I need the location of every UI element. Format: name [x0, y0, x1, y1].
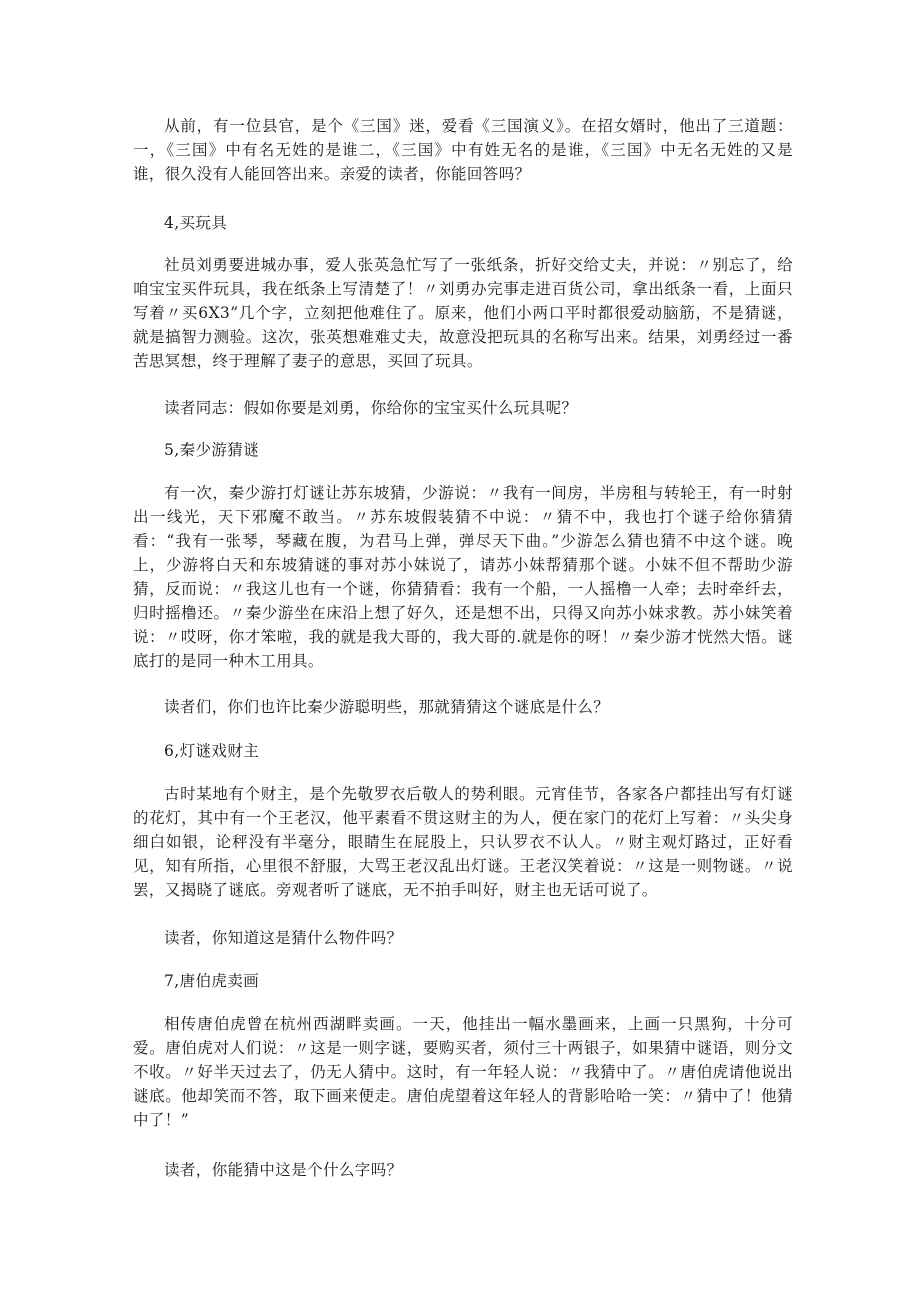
question-paragraph: 读者同志：假如你要是刘勇，你给你的宝宝买什么玩具呢？	[164, 399, 578, 417]
section-heading: 7,唐伯虎卖画	[164, 972, 260, 990]
section-heading: 5,秦少游猜谜	[164, 441, 260, 459]
question-paragraph: 读者，你能猜中这是个什么字吗？	[164, 1161, 403, 1179]
intro-paragraph: 从前，有一位县官，是个《三国》迷，爱看《三国演义》。在招女婿时，他出了三道题：一，《三国》中有名无姓的是谁二，《三国》中有姓无名的是谁，《三国》中无名无姓的又是谁，很久没有人能回答出来。亲爱的读者，你能回答吗？	[133, 117, 793, 183]
story-paragraph: 相传唐伯虎曾在杭州西湖畔卖画。一天，他挂出一幅水墨画来，上画一只黑狗，十分可爱。唐伯虎对人们说：〃这是一则字谜，要购买者，须付三十两银子，如果猜中谜语，则分文不收。〃好半天过去了，仍无人猜中。这时，有一年轻人说：〃我猜中了。〃唐伯虎请他说出谜底。他却笑而不答，取下画来便走。唐伯虎望着这年轻人的背影哈哈一笑：〃猜中了！他猜中了！”	[133, 1015, 793, 1129]
question-paragraph: 读者，你知道这是猜什么物件吗？	[164, 929, 403, 947]
section-heading: 6,灯谜戏财主	[164, 742, 260, 760]
story-paragraph: 古时某地有个财主，是个先敬罗衣后敬人的势利眼。元宵佳节，各家各户都挂出写有灯谜的花灯，其中有一个王老汉，他平素看不贯这财主的为人，便在家门的花灯上写着：〃头尖身细白如银，论秤没有半毫分，眼睛生在屁股上，只认罗衣不认人。〃财主观灯路过，正好看见，知有所指，心里很不舒服，大骂王老汉乱出灯谜。王老汉笑着说：〃这是一则物谜。〃说罢，又揭晓了谜底。旁观者听了谜底，无不拍手叫好，财主也无话可说了。	[133, 785, 793, 899]
question-paragraph: 读者们，你们也许比秦少游聪明些，那就猜猜这个谜底是什么？	[164, 698, 610, 716]
story-paragraph: 有一次，秦少游打灯谜让苏东坡猜，少游说：〃我有一间房，半房租与转轮王，有一时射出一线光，天下邪魔不敢当。〃苏东坡假装猜不中说：〃猜不中，我也打个谜子给你猜猜看：“我有一张琴，琴藏在腹，为君马上弹，弹尽天下曲。”少游怎么猜也猜不中这个谜。晚上，少游将白天和东坡猜谜的事对苏小妹说了，请苏小妹帮猜那个谜。小妹不但不帮助少游猜，反而说：〃我这儿也有一个谜，你猜猜看：我有一个船，一人摇橹一人牵；去时牵纤去，归时摇橹还。〃秦少游坐在床沿上想了好久，还是想不出，只得又向苏小妹求教。苏小妹笑着说：〃哎呀，你才笨啦，我的就是我大哥的，我大哥的.就是你的呀！〃秦少游才恍然大悟。谜底打的是同一种木工用具。	[133, 484, 793, 670]
section-heading: 4,买玩具	[164, 214, 228, 232]
story-paragraph: 社员刘勇要进城办事，爱人张英急忙写了一张纸条，折好交给丈夫，并说：〃别忘了，给咱宝宝买件玩具，我在纸条上写清楚了！〃刘勇办完事走进百货公司，拿出纸条一看，上面只写着〃买6X3”几个字，立刻把他难住了。原来，他们小两口平时都很爱动脑筋，不是猜谜，就是搞智力测验。这次，张英想难难丈夫，故意没把玩具的名称写出来。结果，刘勇经过一番苦思冥想，终于理解了妻子的意思，买回了玩具。	[133, 256, 793, 370]
